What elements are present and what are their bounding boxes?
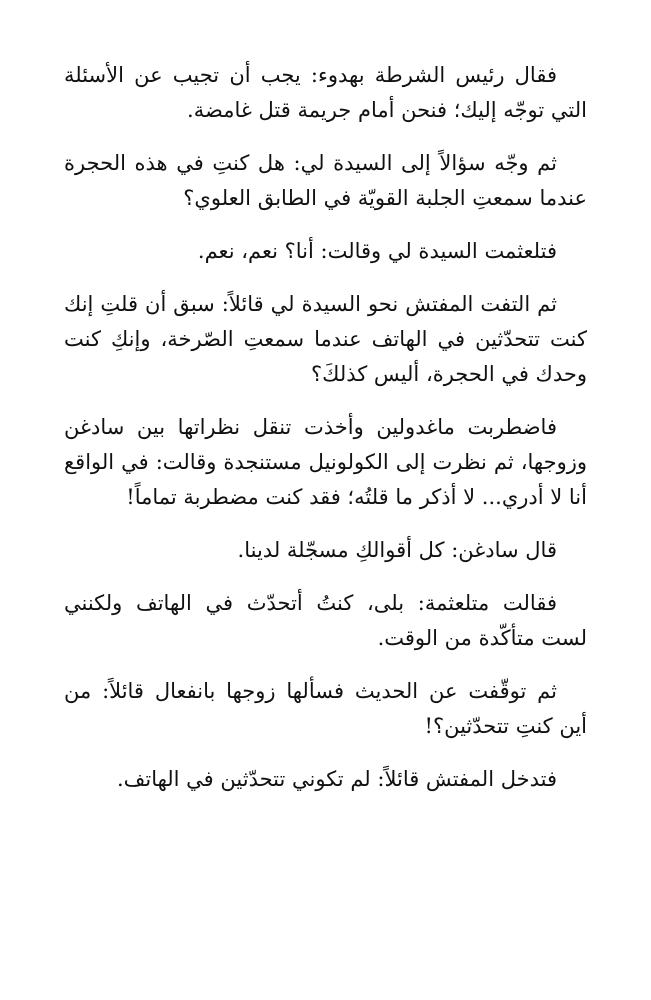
paragraph: ثم التفت المفتش نحو السيدة لي قائلاً: سبق أن قلتِ إنك كنت تتحدّثين في الهاتف عندما سمعتِ الصّرخة، وإنكِ كنت وحدك في الحجرة، أليس كذلكَ؟ <box>64 292 587 386</box>
paragraph: فتدخل المفتش قائلاً: لم تكوني تتحدّثين في الهاتف. <box>116 767 557 791</box>
paragraph: ثم وجّه سؤالاً إلى السيدة لي: هل كنتِ في هذه الحجرة عندما سمعتِ الجلبة القويّة في الطابق العلوي؟ <box>64 151 587 210</box>
paragraph: فقال رئيس الشرطة بهدوء: يجب أن تجيب عن الأسئلة التي توجّه إليك؛ فنحن أمام جريمة قتل غامضة. <box>64 63 587 122</box>
paragraph: قال سادغن: كل أقوالكِ مسجّلة لدينا. <box>237 538 557 562</box>
paragraph: ثم توقّفت عن الحديث فسألها زوجها بانفعال قائلاً: من أين كنتِ تتحدّثين؟! <box>64 679 587 738</box>
page-text <box>64 58 587 815</box>
paragraph: فاضطربت ماغدولين وأخذت تنقل نظراتها بين سادغن وزوجها، ثم نظرت إلى الكولونيل مستنجدة وقالت: في الواقع أنا لا أدري... لا أذكر ما قلتُه؛ فقد كنت مضطربة تماماً! <box>64 415 587 509</box>
paragraph: فتلعثمت السيدة لي وقالت: أنا؟ نعم، نعم. <box>197 239 557 263</box>
paragraph: فقالت متلعثمة: بلى، كنتُ أتحدّث في الهاتف ولكنني لست متأكّدة من الوقت. <box>64 591 587 650</box>
